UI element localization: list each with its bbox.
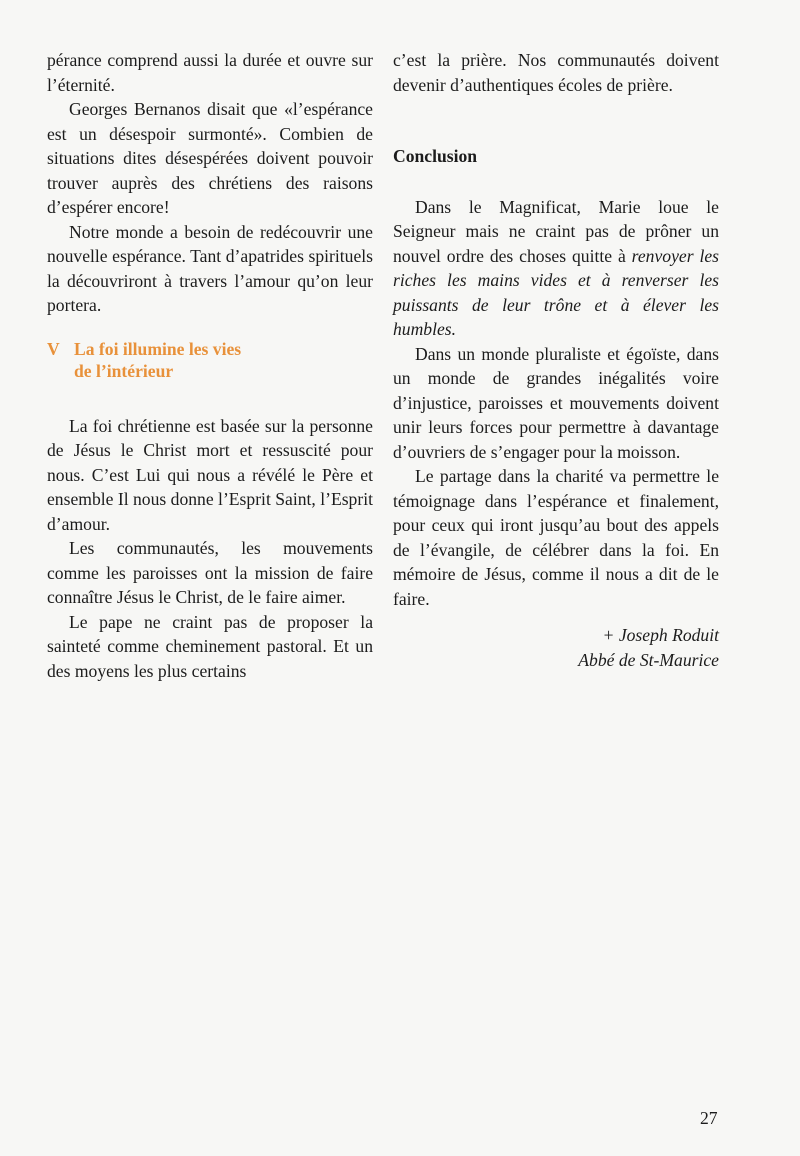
left-column — [47, 48, 373, 683]
magnificat-quote: renvoyer les riches les mains vides et à renverser les puissants de leur trône et à élever les humbles. — [393, 245, 719, 339]
paragraph: Le partage dans la charité va permettre le témoignage dans l’espérance et finalement, pour ceux qui iront jusqu’au bout des appels de l’évangile, de célébrer dans la foi. En mémoire de Jésus, comme il nous a dit de le faire. — [393, 466, 719, 609]
signature-name: + Joseph Roduit — [602, 625, 719, 645]
paragraph: Georges Bernanos disait que «l’espérance est un désespoir surmonté». Combien de situations dites désespérées doivent pouvoir trouver auprès des chrétiens des raisons d’espérer encore! — [47, 99, 373, 217]
paragraph-text: Dans le Magnificat, Marie loue le Seigneur mais ne craint pas de prôner un nouvel ordre des choses quitte à — [393, 196, 719, 266]
section-title-line-2: de l’intérieur — [74, 360, 174, 381]
right-column — [393, 48, 719, 672]
page-number: 27 — [700, 1108, 718, 1128]
paragraph: c’est la prière. Nos communautés doivent devenir d’authentiques écoles de prière. — [393, 50, 719, 95]
paragraph: Notre monde a besoin de redécouvrir une nouvelle espérance. Tant d’apatrides spirituels la découvriront à travers l’amour qu’on leur portera. — [47, 221, 373, 315]
paragraph: Dans un monde pluraliste et égoïste, dans un monde de grandes inégalités voire d’injustice, paroisses et mouvements doivent unir leurs forces pour permettre à davantage d’ouvriers de s’engager pour la moisson. — [393, 343, 719, 462]
section-heading — [47, 338, 373, 382]
paragraph: pérance comprend aussi la durée et ouvre sur l’éternité. — [47, 50, 373, 95]
signature-title: Abbé de St-Maurice — [578, 649, 719, 670]
section-title-line-1: La foi illumine les vies — [74, 338, 242, 359]
section-number: V — [47, 338, 60, 359]
paragraph: La foi chrétienne est basée sur la personne de Jésus le Christ mort et ressuscité pour nous. C’est Lui qui nous a révélé le Père et ensemble Il nous donne l’Esprit Saint, l’Esprit d’amour. — [47, 415, 373, 534]
paragraph: Le pape ne craint pas de proposer la sainteté comme cheminement pastoral. Et un des moyens les plus certains — [47, 611, 373, 681]
paragraph: Les communautés, les mouvements comme les paroisses ont la mission de faire connaître Jésus le Christ, de le faire aimer. — [47, 538, 373, 607]
conclusion-heading: Conclusion — [393, 146, 478, 166]
paragraph — [393, 195, 719, 342]
